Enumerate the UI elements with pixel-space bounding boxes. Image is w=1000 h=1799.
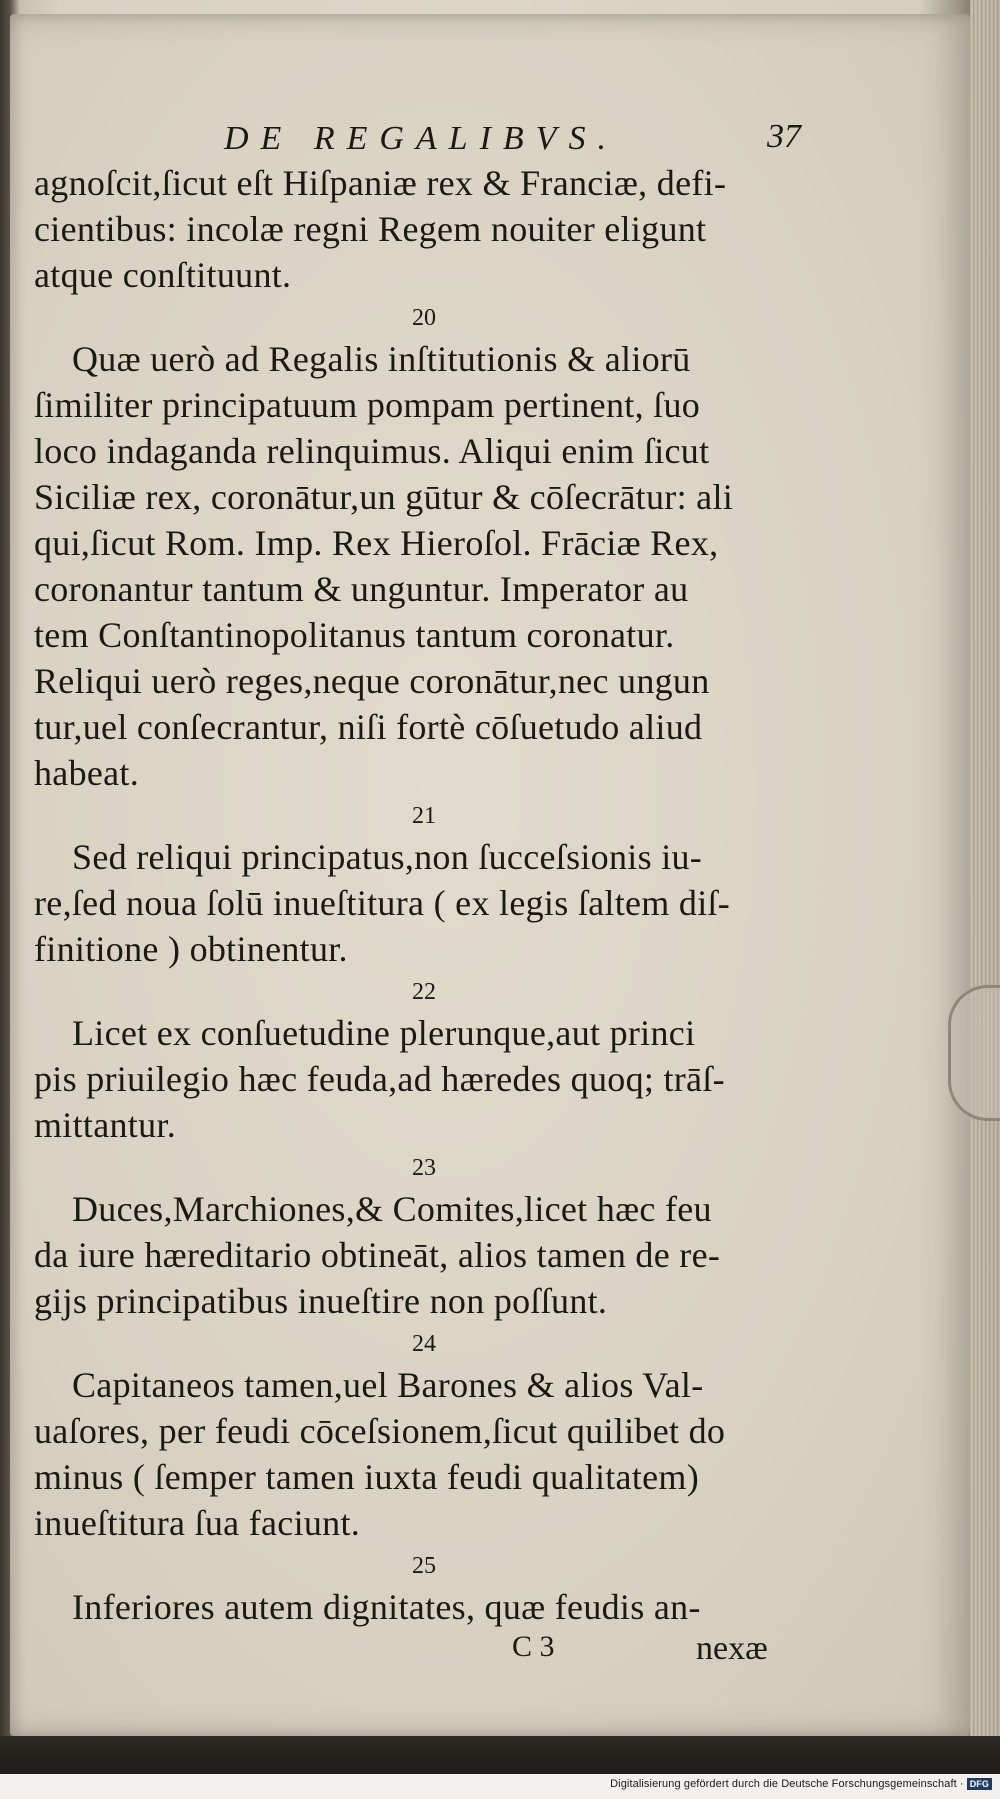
dfg-logo-icon: DFG (967, 1778, 992, 1790)
text-line: qui,ſicut Rom. Imp. Rex Hieroſol. Frāciæ Rex, (34, 523, 719, 563)
text-line: gijs principatibus inueſtire non poſſunt. (34, 1281, 608, 1321)
paragraph (34, 1330, 814, 1546)
page-edges (970, 0, 1000, 1740)
text-line: Duces,Marchiones,& Comites,licet hæc feu (72, 1189, 712, 1229)
paragraph-number: 22 (412, 979, 436, 1005)
text-line: minus ( ſemper tamen iuxta feudi qualitatem) (34, 1457, 699, 1497)
paragraph (34, 978, 814, 1148)
text-line: tem Conſtantinopolitanus tantum coronatur. (34, 615, 675, 655)
text-line: tur,uel conſecrantur, niſi fortè cōſuetudo aliud (34, 707, 703, 747)
text-line: mittantur. (34, 1105, 176, 1145)
text-line: finitione ) obtinentur. (34, 929, 348, 969)
text-line: da iure hæreditario obtineāt, alios tamen de re- (34, 1235, 721, 1275)
text-line: uaſores, per feudi cōceſsionem,ſicut quilibet do (34, 1411, 726, 1451)
text-line: Sed reliqui principatus,non ſucceſsionis iu- (72, 837, 703, 877)
page-clasp (948, 985, 1000, 1121)
text-line: habeat. (34, 753, 140, 793)
text-line: re,ſed noua ſolū inueſtitura ( ex legis ſaltem diſ- (34, 883, 731, 923)
text-line: Inferiores autem dignitates, quæ feudis an- (72, 1587, 701, 1627)
page-header (34, 100, 814, 160)
text-line: Quæ uerò ad Regalis inſtitutionis & aliorū (72, 339, 691, 379)
text-line: atque conſtituunt. (34, 255, 292, 295)
text-line: Licet ex conſuetudine plerunque,aut princi (72, 1013, 696, 1053)
text-line: Reliqui uerò reges,neque coronātur,nec ungun (34, 661, 710, 701)
paragraph-number: 24 (412, 1331, 436, 1357)
paragraph (34, 160, 814, 298)
digitization-credit (610, 1778, 992, 1790)
paragraph (34, 802, 814, 972)
credit-text: Digitalisierung gefördert durch die Deutsche Forschungsgemeinschaft · (610, 1778, 964, 1790)
paragraph-number: 20 (412, 305, 436, 331)
paragraph-number: 25 (412, 1553, 436, 1579)
text-line: Siciliæ rex, coronātur,un gūtur & cōſecrātur: ali (34, 477, 734, 517)
text-line: cientibus: incolæ regni Regem nouiter eligunt (34, 209, 707, 249)
text-line: inueſtitura ſua faciunt. (34, 1503, 361, 1543)
text-line: coronantur tantum & unguntur. Imperator au (34, 569, 689, 609)
text-line: ſimiliter principatuum pompam pertinent, ſuo (34, 385, 701, 425)
text-line: Capitaneos tamen,uel Barones & alios Val- (72, 1365, 704, 1405)
text-line: agnoſcit,ſicut eſt Hiſpaniæ rex & Franciæ, defi- (34, 163, 727, 203)
page-number: 37 (767, 118, 801, 155)
paragraph (34, 304, 814, 796)
paragraph (34, 1154, 814, 1324)
text-line: pis priuilegio hæc feuda,ad hæredes quoq; trāſ- (34, 1059, 725, 1099)
paragraph-number: 23 (412, 1155, 436, 1181)
signature-mark: C 3 (512, 1630, 555, 1663)
paragraph-number: 21 (412, 803, 436, 829)
page-footer (34, 1630, 814, 1670)
paragraph (34, 1552, 814, 1630)
catchword: nexæ (696, 1630, 768, 1667)
text-line: loco indaganda relinquimus. Aliqui enim ſicut (34, 431, 710, 471)
page-text (34, 100, 814, 1670)
running-head: DE REGALIBVS. (224, 120, 618, 157)
